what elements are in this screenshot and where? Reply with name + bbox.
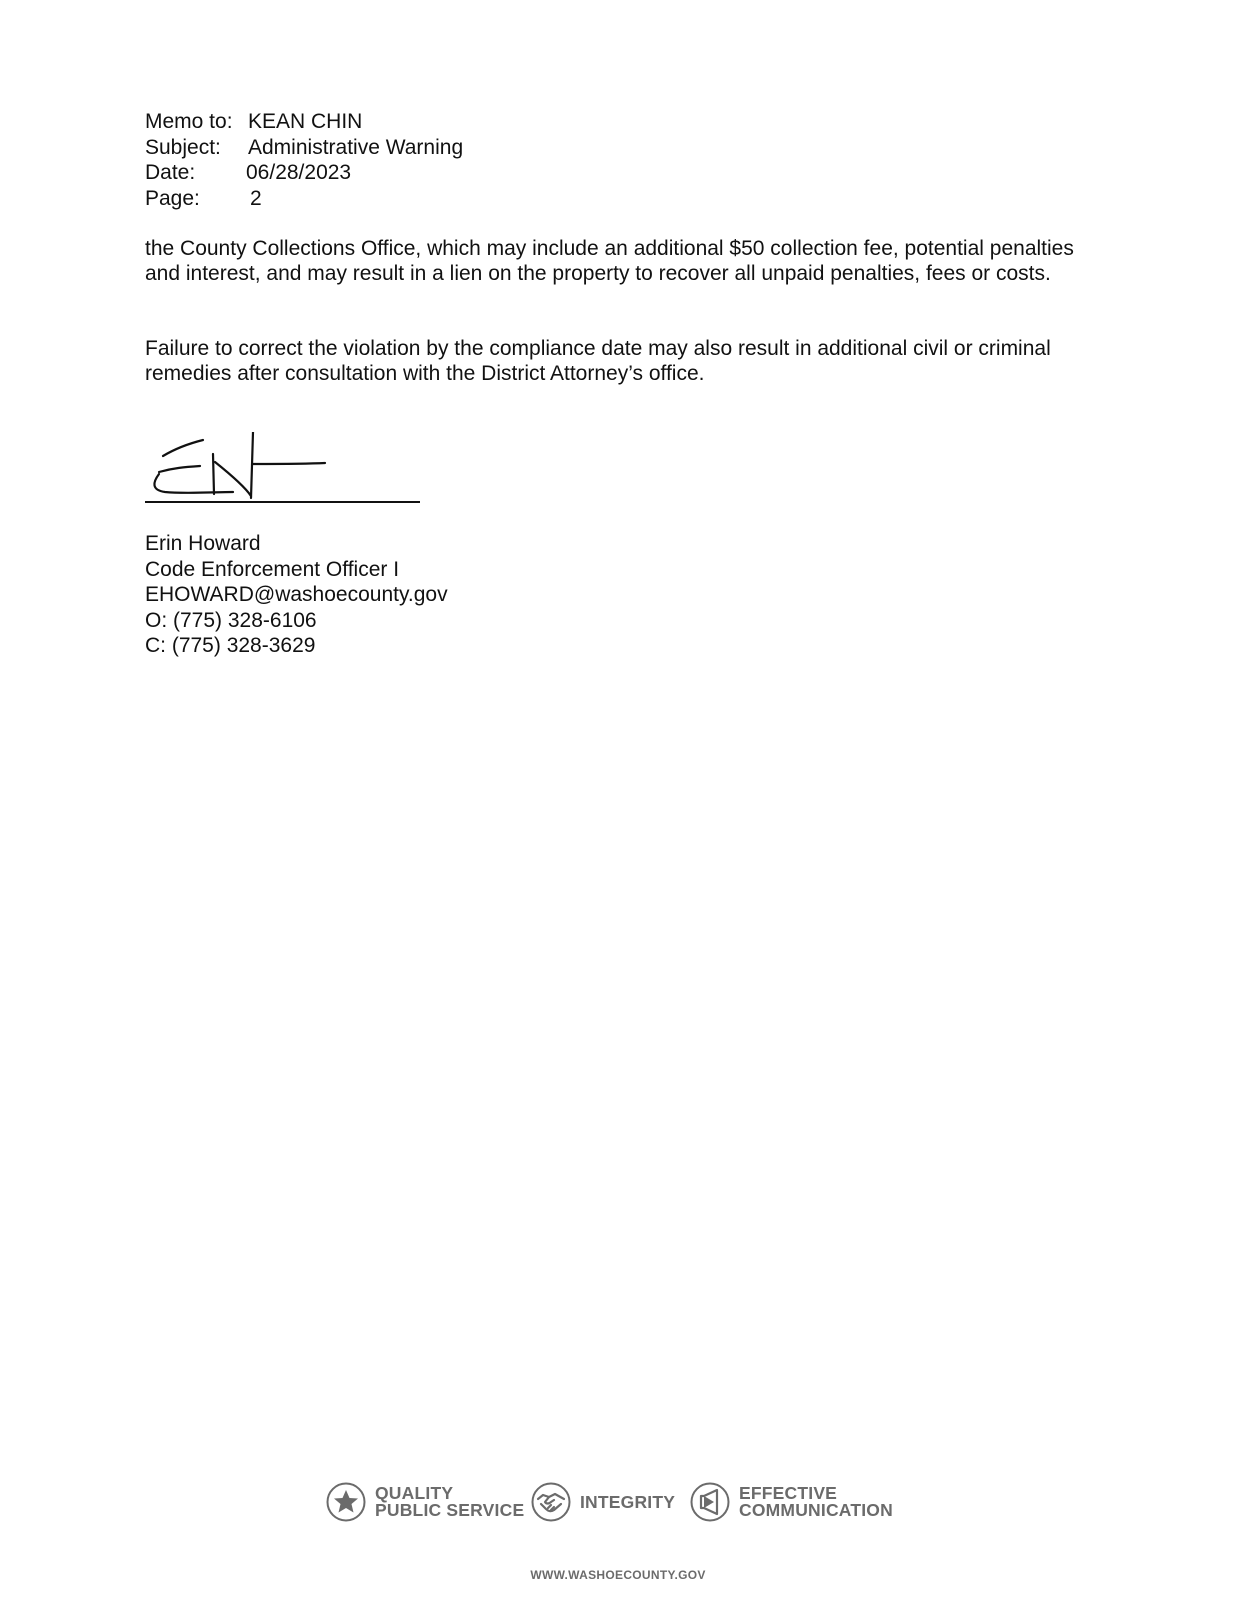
value-quality-line1: QUALITY xyxy=(375,1483,454,1503)
memo-subject-label: Subject: xyxy=(145,135,221,159)
value-integrity xyxy=(531,1480,675,1524)
signer-email: EHOWARD@washoecounty.gov xyxy=(145,583,448,606)
signer-name: Erin Howard xyxy=(145,532,261,555)
signer-office-phone: O: (775) 328-6106 xyxy=(145,608,317,632)
signer-title: Code Enforcement Officer I xyxy=(145,557,400,581)
memo-page-label: Page: xyxy=(145,186,200,210)
signer-cell-phone: C: (775) 328-3629 xyxy=(145,634,316,657)
value-communication-line1: EFFECTIVE xyxy=(739,1483,838,1503)
body-paragraph-failure: Failure to correct the violation by the compliance date may also result in additional civil or criminal remedies after consultation with the District Attorney’s office. xyxy=(145,337,1051,385)
memo-date-label: Date: xyxy=(145,161,196,184)
memo-to-value: KEAN CHIN xyxy=(248,110,363,133)
memo-to-label: Memo to: xyxy=(145,110,233,133)
star-icon xyxy=(326,1482,366,1522)
body-paragraph-collections: the County Collections Office, which may include an additional $50 collection fee, potential penalties and interest, and may result in a lien on the property to recover all unpaid penalties, fees or costs. xyxy=(145,237,1074,285)
memo-date-value: 06/28/2023 xyxy=(246,161,352,184)
handwritten-signature xyxy=(145,432,420,504)
value-effective-communication xyxy=(690,1480,893,1524)
footer-website: WWW.WASHOECOUNTY.GOV xyxy=(530,1568,706,1582)
signature-block xyxy=(145,531,448,659)
memo-subject-value: Administrative Warning xyxy=(248,135,464,159)
signature-line xyxy=(145,501,420,503)
megaphone-icon xyxy=(690,1482,730,1522)
footer-values xyxy=(0,1480,1236,1536)
memo-page-value: 2 xyxy=(250,186,262,210)
handshake-icon xyxy=(531,1482,571,1522)
value-communication-line2: COMMUNICATION xyxy=(739,1500,893,1520)
value-integrity-line1: INTEGRITY xyxy=(580,1491,676,1512)
value-quality-public-service xyxy=(326,1480,524,1524)
value-quality-line2: PUBLIC SERVICE xyxy=(375,1500,525,1520)
